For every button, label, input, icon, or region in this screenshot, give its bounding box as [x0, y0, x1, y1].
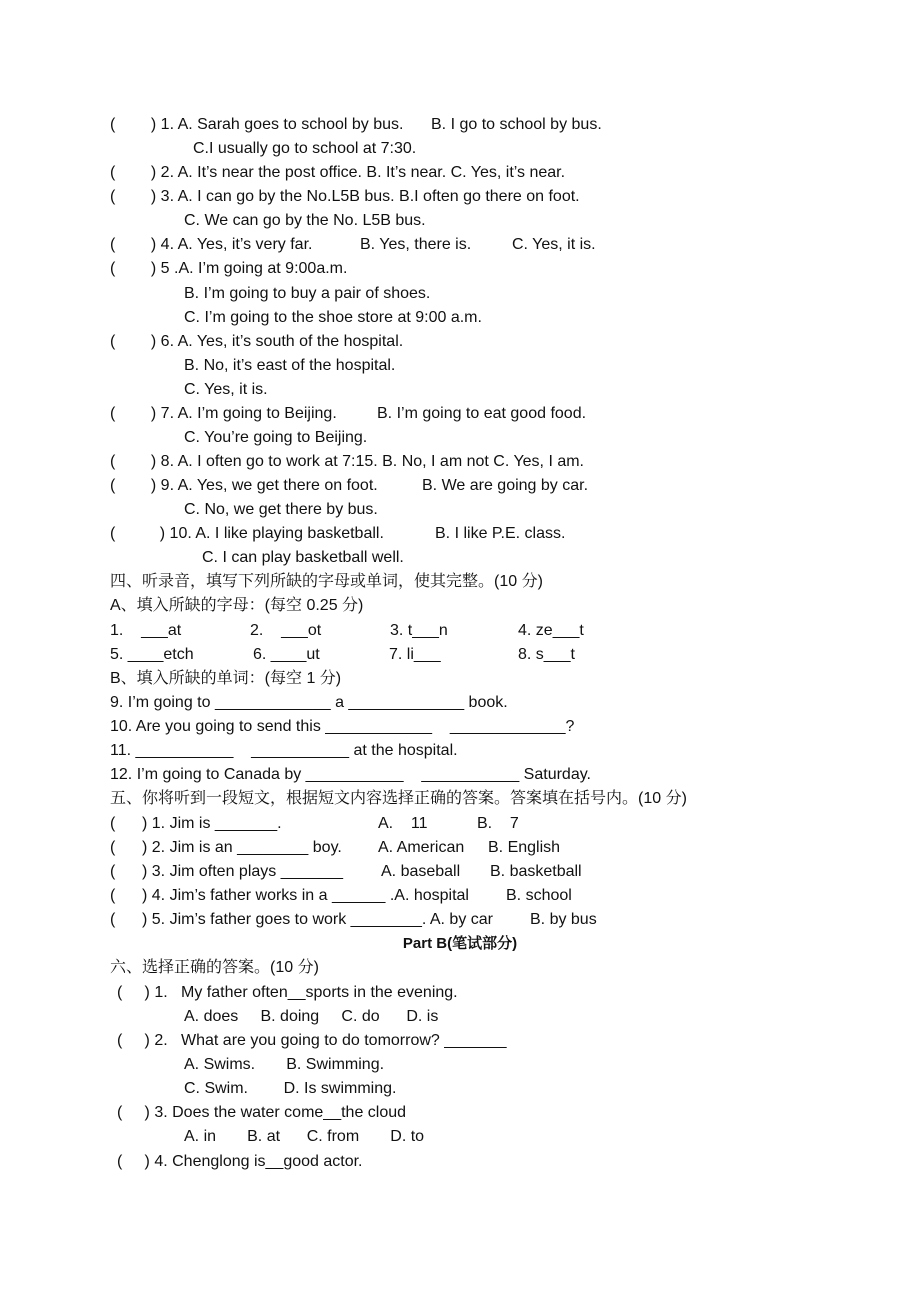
lq3-option-b: B. basketball: [490, 863, 582, 880]
listening-question-3: [110, 862, 710, 882]
lq1-option-a: A. 11: [378, 815, 428, 832]
choice-question-2-options-cd: C. Swim. D. Is swimming.: [184, 1080, 397, 1097]
fill-letter-6: 6. ____ut: [253, 646, 320, 663]
q1-stem: ( ) 1. A. Sarah goes to school by bus.: [110, 116, 404, 133]
fill-letter-5: 5. ____etch: [110, 646, 194, 663]
lq2-option-a: A. American: [378, 839, 465, 856]
fill-letter-1: 1. ___at: [110, 622, 182, 639]
fill-word-10: 10. Are you going to send this ____________ _____________?: [110, 718, 575, 735]
lq3-stem: ( ) 3. Jim often plays _______: [110, 863, 344, 880]
choice-question-3-options: A. in B. at C. from D. to: [184, 1128, 425, 1145]
fill-word-11: 11. ___________ ___________ at the hospital.: [110, 742, 458, 759]
q10-option-b: B. I like P.E. class.: [435, 525, 566, 542]
q9-option-b: B. We are going by car.: [422, 477, 589, 494]
q6-option-c: C. Yes, it is.: [184, 381, 268, 398]
section-4-part-b: B、填入所缺的单词：(每空 1 分): [110, 670, 342, 687]
question-3-3: ( ) 3. A. I can go by the No.L5B bus. B.I often go there on foot.: [110, 188, 580, 205]
listening-question-5: [110, 910, 710, 930]
question-3-6: ( ) 6. A. Yes, it’s south of the hospital.: [110, 333, 404, 350]
fill-letter-8: 8. s___t: [518, 646, 575, 663]
q4-option-c: C. Yes, it is.: [512, 236, 596, 253]
listening-question-2: [110, 838, 710, 858]
q7-option-b: B. I’m going to eat good food.: [377, 405, 587, 422]
choice-question-1-options: A. does B. doing C. do D. is: [184, 1008, 439, 1025]
choice-question-2-options-ab: A. Swims. B. Swimming.: [184, 1056, 385, 1073]
fill-word-9: 9. I’m going to _____________ a _____________ book.: [110, 694, 508, 711]
question-3-2: ( ) 2. A. It’s near the post office. B. It’s near. C. Yes, it’s near.: [110, 164, 566, 181]
choice-question-3: ( ) 3. Does the water come__the cloud: [117, 1104, 407, 1121]
q9-stem: ( ) 9. A. Yes, we get there on foot.: [110, 477, 378, 494]
question-3-10: [110, 524, 810, 544]
lq2-stem: ( ) 2. Jim is an ________ boy.: [110, 839, 342, 856]
lq3-option-a: A. baseball: [381, 863, 461, 880]
q3-option-c: C. We can go by the No. L5B bus.: [184, 212, 426, 229]
q10-stem: ( ) 10. A. I like playing basketball.: [110, 525, 384, 542]
q7-option-c: C. You’re going to Beijing.: [184, 429, 368, 446]
q1-option-c: C.I usually go to school at 7:30.: [193, 140, 417, 157]
question-3-5: ( ) 5 .A. I’m going at 9:00a.m.: [110, 260, 348, 277]
lq5-option-b: B. by bus: [530, 911, 597, 928]
lq4-stem: ( ) 4. Jim’s father works in a ______ .A. hospital: [110, 887, 469, 904]
fill-letters-row-2: [110, 645, 710, 665]
question-3-1: [110, 115, 810, 135]
section-6-title: 六、选择正确的答案。(10 分): [110, 959, 319, 976]
q1-option-b: B. I go to school by bus.: [431, 116, 602, 133]
fill-letter-3: 3. t___n: [390, 622, 448, 639]
fill-word-12: 12. I’m going to Canada by ___________ ___________ Saturday.: [110, 766, 591, 783]
section-5-title: 五、你将听到一段短文，根据短文内容选择正确的答案。答案填在括号内。(10 分): [110, 790, 687, 807]
section-4-part-a: A、填入所缺的字母：(每空 0.25 分): [110, 597, 364, 614]
listening-question-1: [110, 814, 710, 834]
choice-question-1: ( ) 1. My father often__sports in the evening.: [117, 984, 458, 1001]
lq5-stem: ( ) 5. Jim’s father goes to work ________. A. by car: [110, 911, 493, 928]
section-4-title: 四、听录音，填写下列所缺的字母或单词，使其完整。(10 分): [110, 573, 543, 590]
question-3-8: ( ) 8. A. I often go to work at 7:15. B. No, I am not C. Yes, I am.: [110, 453, 584, 470]
q6-option-b: B. No, it’s east of the hospital.: [184, 357, 396, 374]
q4-option-b: B. Yes, there is.: [360, 236, 472, 253]
q10-option-c: C. I can play basketball well.: [202, 549, 404, 566]
listening-question-4: [110, 886, 710, 906]
q5-option-b: B. I’m going to buy a pair of shoes.: [184, 285, 431, 302]
lq1-option-b: B. 7: [477, 815, 519, 832]
q9-option-c: C. No, we get there by bus.: [184, 501, 378, 518]
choice-question-2: ( ) 2. What are you going to do tomorrow? _______: [117, 1032, 507, 1049]
q7-stem: ( ) 7. A. I’m going to Beijing.: [110, 405, 337, 422]
lq1-stem: ( ) 1. Jim is _______.: [110, 815, 282, 832]
question-3-4: [110, 235, 810, 255]
q4-stem: ( ) 4. A. Yes, it’s very far.: [110, 236, 313, 253]
fill-letters-row-1: [110, 621, 710, 641]
q5-option-c: C. I’m going to the shoe store at 9:00 a.m.: [184, 309, 482, 326]
fill-letter-4: 4. ze___t: [518, 622, 584, 639]
part-b-heading: Part B(笔试部分): [402, 935, 518, 952]
choice-question-4: ( ) 4. Chenglong is__good actor.: [117, 1153, 363, 1170]
lq2-option-b: B. English: [488, 839, 561, 856]
question-3-7: [110, 404, 810, 424]
lq4-option-b: B. school: [506, 887, 572, 904]
fill-letter-2: 2. ___ot: [250, 622, 322, 639]
question-3-9: [110, 476, 810, 496]
fill-letter-7: 7. li___: [389, 646, 441, 663]
